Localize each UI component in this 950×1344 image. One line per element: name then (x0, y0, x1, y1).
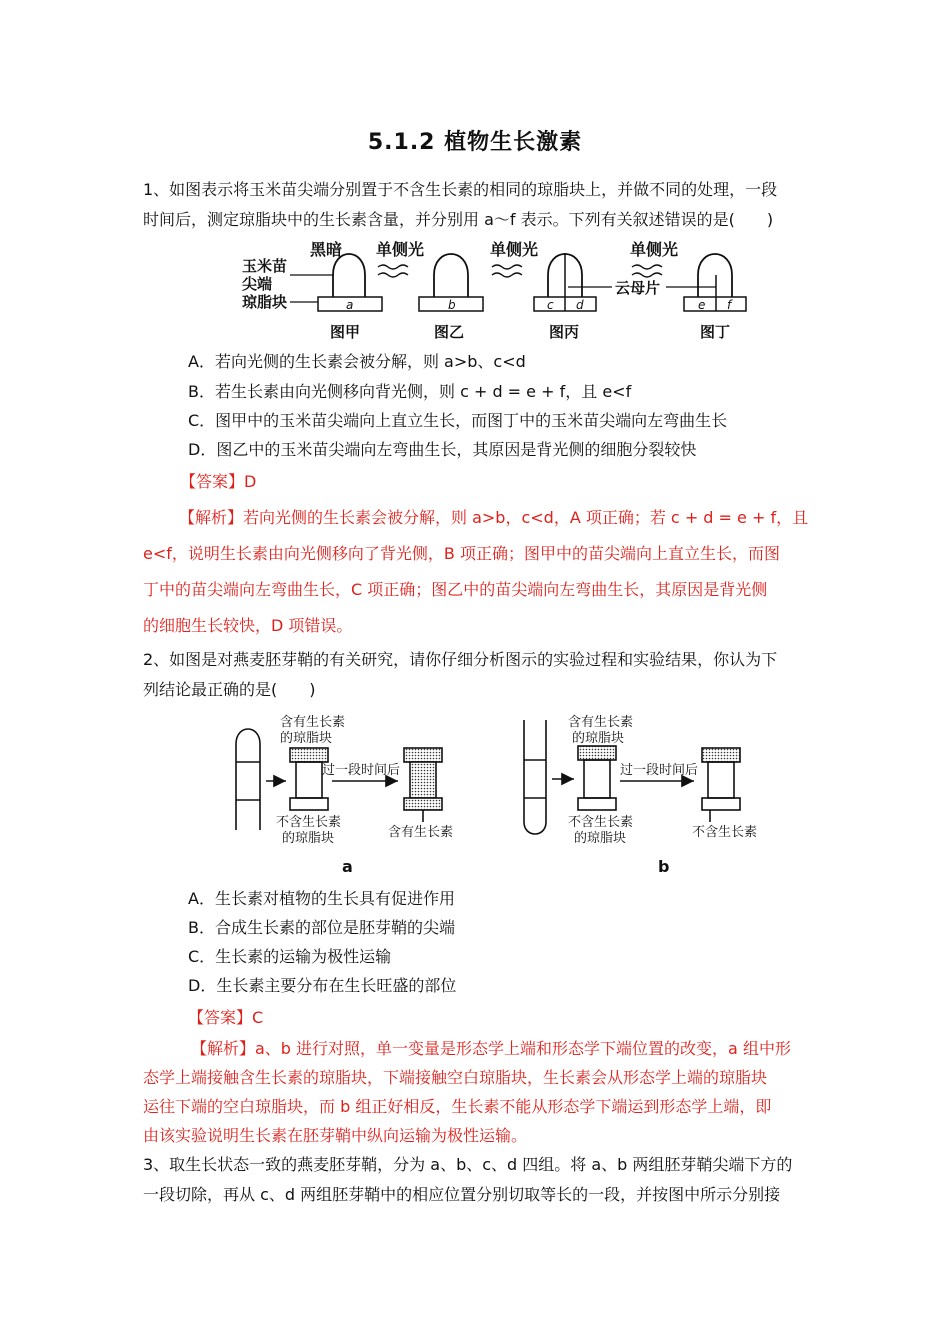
panel-ding: 图丁 (700, 323, 731, 341)
segment-a (296, 762, 322, 798)
q1-analysis-line-1: 【解析】若向光侧的生长素会被分解，则 a>b，c<d，A 项正确；若 c + d = e + f，且 (179, 508, 809, 527)
tip-label-2: 尖端 (242, 275, 273, 293)
dark-label: 黑暗 (310, 240, 343, 259)
panel-jia: 图甲 (330, 323, 361, 341)
q2-answer: 【答案】C (188, 1008, 264, 1027)
without-auxin-b-1: 不含生长素 (568, 815, 634, 830)
q2-analysis (143, 1034, 811, 1150)
q2-analysis-line-2: 态学上端接触含生长素的琼脂块，下端接触空白琼脂块，生长素会从形态学上端的琼脂块 (143, 1068, 768, 1087)
without-auxin-b-2: 的琼脂块 (574, 831, 627, 846)
light-label-yi: 单侧光 (376, 240, 425, 259)
block-a: a (346, 298, 354, 312)
with-auxin-a-2: 的琼脂块 (280, 731, 333, 746)
result-b: 不含生长素 (692, 825, 758, 840)
q1-answer: 【答案】D (180, 472, 257, 491)
block-b: b (448, 298, 456, 312)
page-title: 5.1.2 植物生长激素 (367, 130, 583, 155)
q1-option-b: B．若生长素由向光侧移向背光侧，则 c + d = e + f，且 e<f (188, 382, 632, 401)
after-time-b: 过一段时间后 (620, 763, 699, 778)
panel-yi: 图乙 (434, 323, 465, 341)
result-a: 含有生长素 (388, 825, 454, 840)
with-auxin-b-1: 含有生长素 (568, 715, 634, 730)
q2-option-d: D．生长素主要分布在生长旺盛的部位 (188, 976, 457, 995)
with-auxin-a-1: 含有生长素 (280, 715, 346, 730)
without-auxin-a-2: 的琼脂块 (282, 831, 335, 846)
light-wave-yi-1 (378, 265, 408, 269)
label-a: a (342, 857, 353, 876)
agar-bottom-a-after (404, 798, 442, 810)
light-wave-bing-1 (492, 265, 522, 269)
light-label-ding: 单侧光 (630, 240, 679, 259)
coleoptile-b (524, 720, 546, 834)
light-wave-ding-1 (632, 265, 662, 269)
with-auxin-b-2: 的琼脂块 (572, 731, 625, 746)
q1-option-d: D．图乙中的玉米苗尖端向左弯曲生长，其原因是背光侧的细胞分裂较快 (188, 440, 697, 459)
agar-bottom-b (578, 798, 616, 810)
light-wave-ding-2 (632, 273, 662, 277)
q2-option-c: C．生长素的运输为极性运输 (188, 947, 392, 966)
q2-analysis-line-4: 由该实验说明生长素在胚芽鞘中纵向运输为极性运输。 (143, 1126, 528, 1145)
q1-stem-line-1: 1、如图表示将玉米苗尖端分别置于不含生长素的相同的琼脂块上，并做不同的处理，一段 (143, 180, 778, 199)
q1-stem-line-2: 时间后，测定琼脂块中的生长素含量，并分别用 a～f 表示。下列有关叙述错误的是( ) (143, 210, 774, 229)
agar-top-a-after (404, 748, 442, 762)
tip-jia (333, 254, 365, 297)
block-c: c (547, 298, 554, 312)
q2-analysis-line-1: 【解析】a、b 进行对照，单一变量是形态学上端和形态学下端位置的改变，a 组中形 (191, 1039, 791, 1058)
block-d: d (576, 298, 584, 312)
q1-analysis-line-2: e<f，说明生长素由向光侧移向了背光侧，B 项正确；图甲中的苗尖端向上直立生长，而图 (143, 544, 780, 563)
segment-a-after (410, 762, 436, 798)
tip-yi (434, 254, 468, 297)
q2-option-a: A．生长素对植物的生长具有促进作用 (188, 889, 455, 908)
agar-top-b (578, 746, 616, 760)
without-auxin-a-1: 不含生长素 (276, 815, 342, 830)
agar-top-a (290, 748, 328, 762)
q3-stem (143, 1150, 811, 1210)
light-label-bing: 单侧光 (490, 240, 539, 259)
segment-b-after (708, 762, 734, 798)
q2-stem-line-1: 2、如图是对燕麦胚芽鞘的有关研究，请你仔细分析图示的实验过程和实验结果，你认为下 (143, 650, 778, 669)
q1-option-a: A．若向光侧的生长素会被分解，则 a>b、c<d (188, 352, 526, 371)
q1-analysis (143, 500, 811, 644)
q1-figure (238, 235, 768, 343)
block-e: e (698, 298, 706, 312)
q1-analysis-line-4: 的细胞生长较快，D 项错误。 (143, 616, 353, 635)
label-b: b (658, 857, 670, 876)
q2-stem-line-2: 列结论最正确的是( ) (143, 680, 316, 699)
agar-block-ding (684, 297, 746, 311)
block-f: f (727, 298, 732, 312)
agar-top-b-after (702, 748, 740, 762)
q1-option-c: C．图甲中的玉米苗尖端向上直立生长，而图丁中的玉米苗尖端向左弯曲生长 (188, 411, 728, 430)
q2-analysis-line-3: 运往下端的空白琼脂块，而 b 组正好相反，生长素不能从形态学下端运到形态学上端，即 (143, 1097, 772, 1116)
mica-label: 云母片 (615, 279, 661, 297)
panel-bing: 图丙 (549, 323, 580, 341)
q1-analysis-line-3: 丁中的苗尖端向左弯曲生长，C 项正确；图乙中的苗尖端向左弯曲生长，其原因是背光侧 (143, 580, 768, 599)
q2-figure (228, 712, 788, 880)
light-wave-yi-2 (378, 273, 408, 277)
agar-label: 琼脂块 (242, 293, 288, 311)
light-wave-bing-2 (492, 273, 522, 277)
q2-option-b: B．合成生长素的部位是胚芽鞘的尖端 (188, 918, 455, 937)
q2-stem (143, 645, 811, 705)
tip-label-1: 玉米苗 (242, 257, 288, 275)
q1-stem (143, 175, 811, 235)
coleoptile-a (236, 729, 260, 830)
tip-ding (698, 254, 732, 297)
after-time-a: 过一段时间后 (322, 763, 401, 778)
agar-bottom-b-after (702, 798, 740, 810)
segment-b (584, 760, 610, 798)
agar-bottom-a (290, 798, 328, 810)
q3-stem-line-2: 一段切除，再从 c、d 两组胚芽鞘中的相应位置分别切取等长的一段，并按图中所示分别接 (143, 1185, 781, 1204)
q3-stem-line-1: 3、取生长状态一致的燕麦胚芽鞘，分为 a、b、c、d 四组。将 a、b 两组胚芽鞘尖端下方的 (143, 1155, 793, 1174)
